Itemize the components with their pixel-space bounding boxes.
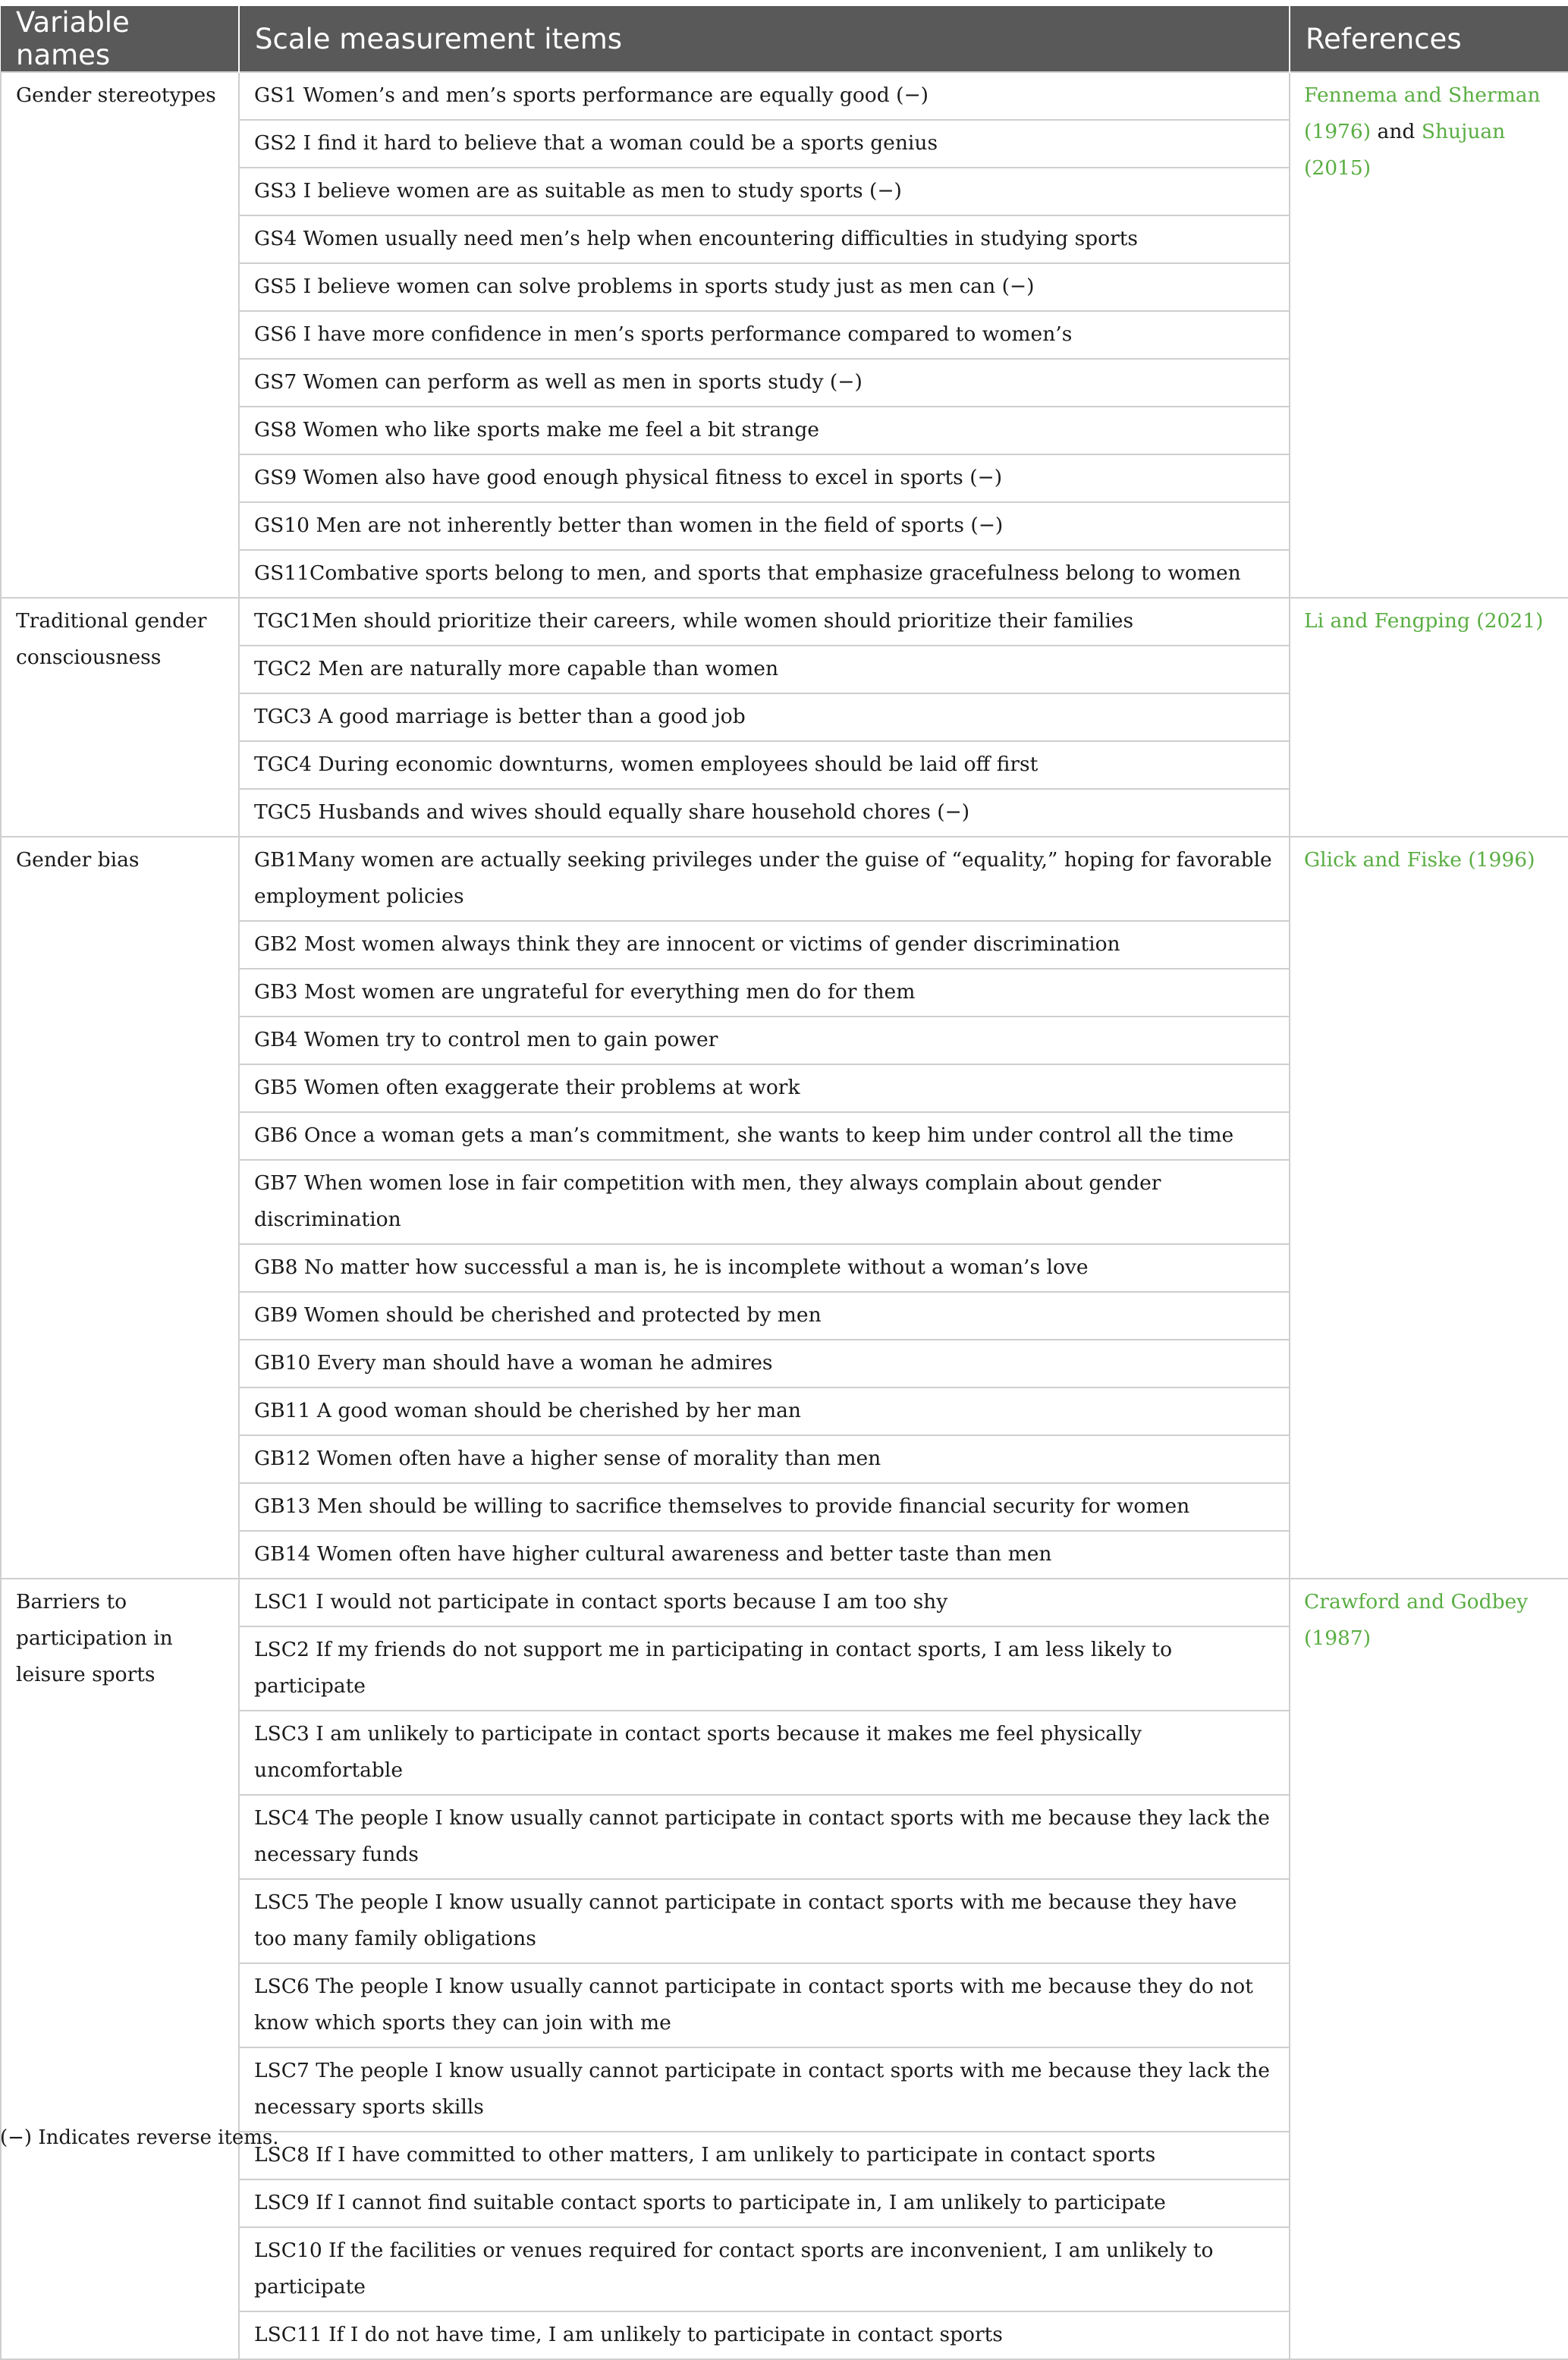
scale-item-cell: TGC5 Husbands and wives should equally share household chores (−) bbox=[239, 789, 1290, 837]
table-row bbox=[1, 598, 1568, 646]
reference-link[interactable]: Fennema and Sherman (1976) bbox=[1304, 83, 1541, 143]
reference-text: and bbox=[1371, 120, 1422, 143]
scale-item-cell: GB14 Women often have higher cultural awareness and better taste than men bbox=[239, 1531, 1290, 1579]
scale-item-cell: GB2 Most women always think they are innocent or victims of gender discrimination bbox=[239, 921, 1290, 969]
scale-item-cell: GB8 No matter how successful a man is, he is incomplete without a woman’s love bbox=[239, 1244, 1290, 1292]
footnote: (−) Indicates reverse items. bbox=[0, 2126, 279, 2149]
variable-name-cell: Gender stereotypes bbox=[1, 72, 239, 598]
scale-table bbox=[0, 6, 1568, 2360]
variable-name-cell: Gender bias bbox=[1, 837, 239, 1579]
scale-item-cell: GB3 Most women are ungrateful for everything men do for them bbox=[239, 969, 1290, 1017]
scale-item-cell: GS4 Women usually need men’s help when encountering difficulties in studying sports bbox=[239, 215, 1290, 263]
scale-item-cell: GB1Many women are actually seeking privileges under the guise of “equality,” hoping for favorable employment policies bbox=[239, 837, 1290, 921]
scale-item-cell: LSC8 If I have committed to other matters, I am unlikely to participate in contact sports bbox=[239, 2132, 1290, 2179]
scale-item-cell: LSC4 The people I know usually cannot participate in contact sports with me because they lack the necessary funds bbox=[239, 1795, 1290, 1879]
scale-item-cell: GB6 Once a woman gets a man’s commitment, she wants to keep him under control all the time bbox=[239, 1112, 1290, 1160]
table-body bbox=[1, 72, 1568, 2359]
reference-cell bbox=[1290, 837, 1568, 1579]
reference-cell bbox=[1290, 1579, 1568, 2359]
table-row bbox=[1, 1579, 1568, 1626]
scale-item-cell: GS7 Women can perform as well as men in sports study (−) bbox=[239, 359, 1290, 407]
scale-item-cell: GB5 Women often exaggerate their problems at work bbox=[239, 1064, 1290, 1112]
scale-item-cell: GS9 Women also have good enough physical fitness to excel in sports (−) bbox=[239, 454, 1290, 502]
variable-name-cell: Traditional gender consciousness bbox=[1, 598, 239, 837]
scale-item-cell: GB11 A good woman should be cherished by her man bbox=[239, 1387, 1290, 1435]
table-row bbox=[1, 72, 1568, 120]
reference-link[interactable]: Crawford and Godbey (1987) bbox=[1304, 1590, 1529, 1650]
scale-item-cell: TGC4 During economic downturns, women employees should be laid off first bbox=[239, 741, 1290, 789]
table-row bbox=[1, 837, 1568, 921]
reference-cell bbox=[1290, 598, 1568, 837]
scale-item-cell: GS1 Women’s and men’s sports performance are equally good (−) bbox=[239, 72, 1290, 120]
header-references: References bbox=[1290, 6, 1568, 72]
scale-item-cell: TGC1Men should prioritize their careers, while women should prioritize their families bbox=[239, 598, 1290, 646]
scale-item-cell: GS8 Women who like sports make me feel a bit strange bbox=[239, 407, 1290, 454]
header-scale-items: Scale measurement items bbox=[239, 6, 1290, 72]
scale-item-cell: TGC2 Men are naturally more capable than women bbox=[239, 646, 1290, 693]
scale-item-cell: GS2 I find it hard to believe that a woman could be a sports genius bbox=[239, 120, 1290, 168]
scale-item-cell: GB10 Every man should have a woman he admires bbox=[239, 1340, 1290, 1387]
scale-item-cell: GS11Combative sports belong to men, and sports that emphasize gracefulness belong to women bbox=[239, 550, 1290, 598]
scale-item-cell: GS10 Men are not inherently better than women in the field of sports (−) bbox=[239, 502, 1290, 550]
reference-link[interactable]: Glick and Fiske (1996) bbox=[1304, 848, 1535, 872]
scale-item-cell: GS3 I believe women are as suitable as men to study sports (−) bbox=[239, 168, 1290, 215]
scale-item-cell: LSC3 I am unlikely to participate in contact sports because it makes me feel physically uncomfortable bbox=[239, 1711, 1290, 1795]
scale-item-cell: LSC1 I would not participate in contact sports because I am too shy bbox=[239, 1579, 1290, 1626]
scale-item-cell: LSC10 If the facilities or venues required for contact sports are inconvenient, I am unlikely to participate bbox=[239, 2227, 1290, 2311]
scale-item-cell: LSC9 If I cannot find suitable contact sports to participate in, I am unlikely to participate bbox=[239, 2179, 1290, 2227]
scale-item-cell: TGC3 A good marriage is better than a good job bbox=[239, 693, 1290, 741]
table-header bbox=[1, 6, 1568, 72]
scale-item-cell: GB9 Women should be cherished and protected by men bbox=[239, 1292, 1290, 1340]
scale-item-cell: LSC6 The people I know usually cannot participate in contact sports with me because they do not know which sports they can join with me bbox=[239, 1963, 1290, 2047]
scale-item-cell: GS6 I have more confidence in men’s sports performance compared to women’s bbox=[239, 311, 1290, 359]
scale-item-cell: LSC2 If my friends do not support me in participating in contact sports, I am less likely to participate bbox=[239, 1626, 1290, 1711]
reference-link[interactable]: Shujuan (2015) bbox=[1304, 120, 1506, 180]
scale-item-cell: LSC11 If I do not have time, I am unlikely to participate in contact sports bbox=[239, 2311, 1290, 2359]
variable-name-cell: Barriers to participation in leisure sports bbox=[1, 1579, 239, 2359]
scale-item-cell: GS5 I believe women can solve problems in sports study just as men can (−) bbox=[239, 263, 1290, 311]
scale-item-cell: LSC7 The people I know usually cannot participate in contact sports with me because they lack the necessary sports skills bbox=[239, 2047, 1290, 2132]
reference-cell bbox=[1290, 72, 1568, 598]
scale-item-cell: GB4 Women try to control men to gain power bbox=[239, 1017, 1290, 1064]
scale-item-cell: GB13 Men should be willing to sacrifice themselves to provide financial security for women bbox=[239, 1483, 1290, 1531]
scale-item-cell: LSC5 The people I know usually cannot participate in contact sports with me because they have too many family obligations bbox=[239, 1879, 1290, 1963]
header-variable-names: Variable names bbox=[1, 6, 239, 72]
scale-item-cell: GB7 When women lose in fair competition with men, they always complain about gender discrimination bbox=[239, 1160, 1290, 1244]
scale-item-cell: GB12 Women often have a higher sense of morality than men bbox=[239, 1435, 1290, 1483]
reference-link[interactable]: Li and Fengping (2021) bbox=[1304, 609, 1544, 633]
